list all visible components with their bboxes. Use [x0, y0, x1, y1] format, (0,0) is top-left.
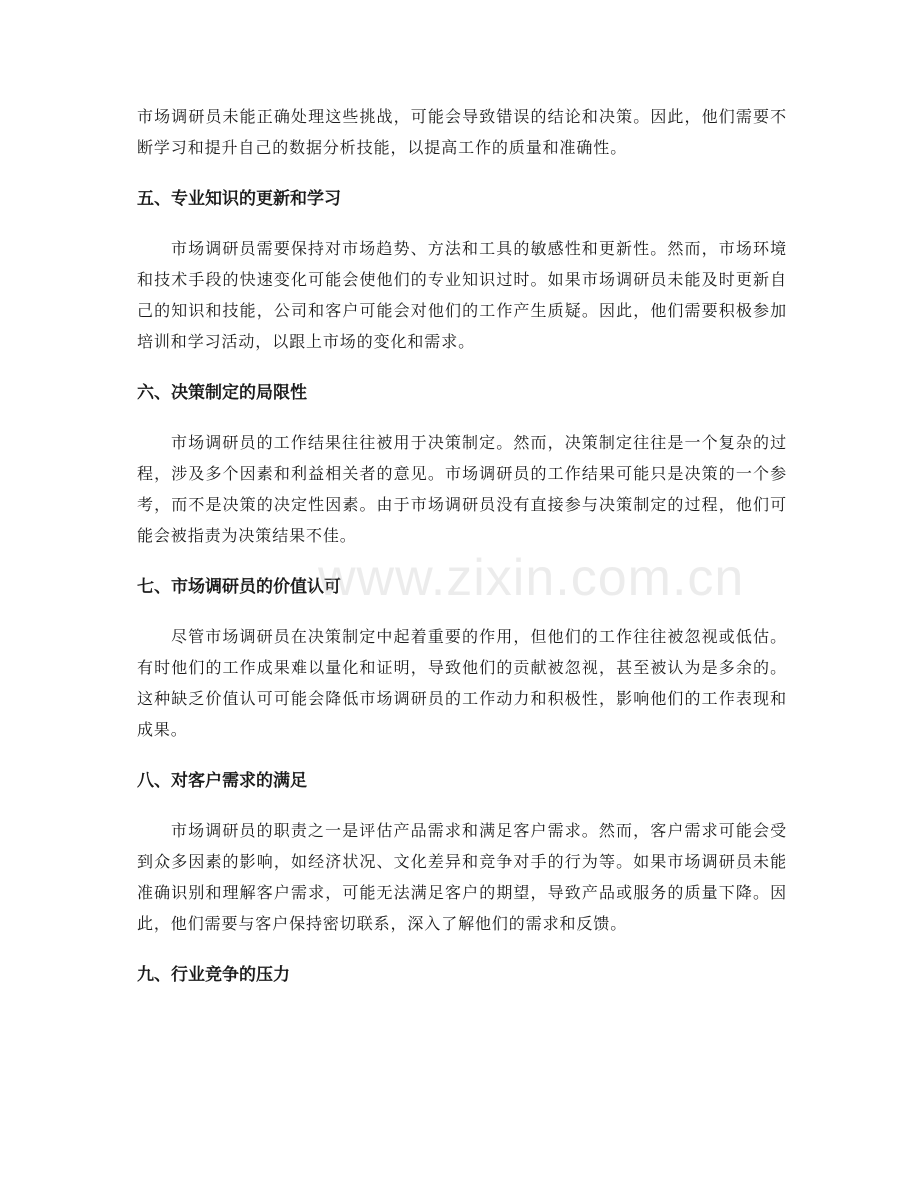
section-heading-7: 七、市场调研员的价值认可	[137, 577, 341, 597]
section-paragraph-7: 尽管市场调研员在决策制定中起着重要的作用，但他们的工作往往被忽视或低估。有时他们的工作成果难以量化和证明，导致他们的贡献被忽视，甚至被认为是多余的。这种缺乏价值认可可能会降低市场调研员的工作动力和积极性，影响他们的工作表现和成果。	[137, 627, 787, 739]
section-paragraph-5: 市场调研员需要保持对市场趋势、方法和工具的敏感性和更新性。然而，市场环境和技术手段的快速变化可能会使他们的专业知识过时。如果市场调研员未能及时更新自己的知识和技能，公司和客户可能会对他们的工作产生质疑。因此，他们需要积极参加培训和学习活动，以跟上市场的变化和需求。	[137, 239, 787, 351]
section-paragraph-8: 市场调研员的职责之一是评估产品需求和满足客户需求。然而，客户需求可能会受到众多因素的影响，如经济状况、文化差异和竞争对手的行为等。如果市场调研员未能准确识别和理解客户需求，可能无法满足客户的期望，导致产品或服务的质量下降。因此，他们需要与客户保持密切联系，深入了解他们的需求和反馈。	[137, 821, 787, 933]
section-heading-9: 九、行业竞争的压力	[137, 965, 290, 985]
section-paragraph-6: 市场调研员的工作结果往往被用于决策制定。然而，决策制定往往是一个复杂的过程，涉及多个因素和利益相关者的意见。市场调研员的工作结果可能只是决策的一个参考，而不是决策的决定性因素。由于市场调研员没有直接参与决策制定的过程，他们可能会被指责为决策结果不佳。	[137, 433, 787, 545]
watermark: www.zixin.com.cn	[318, 549, 745, 607]
document-body	[137, 101, 787, 991]
section-heading-6: 六、决策制定的局限性	[137, 383, 307, 403]
section-heading-5: 五、专业知识的更新和学习	[137, 189, 341, 209]
section-heading-8: 八、对客户需求的满足	[137, 771, 307, 791]
intro-paragraph: 市场调研员未能正确处理这些挑战，可能会导致错误的结论和决策。因此，他们需要不断学习和提升自己的数据分析技能，以提高工作的质量和准确性。	[137, 107, 787, 157]
